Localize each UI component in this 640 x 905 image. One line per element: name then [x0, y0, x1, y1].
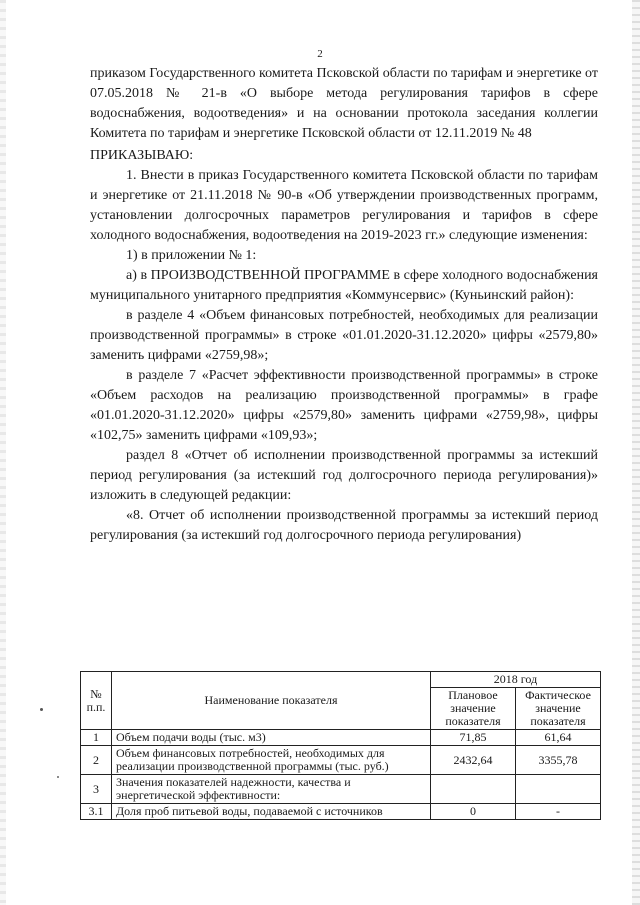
table-row — [81, 804, 601, 820]
paragraph-section-7: в разделе 7 «Расчет эффективности производственной программы» в строке «Объем расходов на реализацию производственной программы» в графе «01.01.2020-31.12.2020» цифры «2579,80» заменить цифрами «2759,98», цифры «102,75» заменить цифрами «109,93»; — [90, 368, 598, 443]
row-actual — [516, 775, 601, 804]
scan-edge-right — [632, 0, 640, 905]
paragraph-basis: приказом Государственного комитета Псковской области по тарифам и энергетике от 07.05.2018 № 21-в «О выборе метода регулирования тарифов в сфере водоснабжения, водоотведения» и на основании протокола заседания коллегии Комитета по тарифам и энергетике Псковской области от 12.11.2019 № 48 — [90, 66, 598, 141]
paragraph-subitem-1: 1) в приложении № 1: — [126, 248, 257, 263]
scan-speck — [40, 708, 43, 711]
table-header-row — [81, 672, 601, 688]
row-actual: - — [516, 804, 601, 820]
row-number: 1 — [81, 730, 112, 746]
row-actual: 3355,78 — [516, 746, 601, 775]
row-indicator: Объем подачи воды (тыс. м3) — [112, 730, 431, 746]
header-indicator-name: Наименование показателя — [112, 672, 431, 730]
paragraph-report-title: «8. Отчет об исполнении производственной программы за истекший период регулирования (за истекший год долгосрочного периода регулирования) — [90, 508, 598, 543]
page-number: 2 — [317, 48, 323, 60]
row-indicator: Доля проб питьевой воды, подаваемой с источников — [112, 804, 431, 820]
row-planned: 0 — [431, 804, 516, 820]
row-number: 3.1 — [81, 804, 112, 820]
paragraph-section-8: раздел 8 «Отчет об исполнении производственной программы за истекший период регулирования (за истекший год долгосрочного периода регулирования)» изложить в следующей редакции: — [90, 448, 598, 503]
scan-speck — [57, 776, 59, 778]
header-year: 2018 год — [431, 672, 601, 688]
table-row — [81, 775, 601, 804]
scan-edge-left — [0, 0, 6, 905]
table-row — [81, 730, 601, 746]
row-number: 3 — [81, 775, 112, 804]
row-indicator: Значения показателей надежности, качества и энергетической эффективности: — [112, 775, 431, 804]
table-row — [81, 746, 601, 775]
paragraph-subitem-a: а) в ПРОИЗВОДСТВЕННОЙ ПРОГРАММЕ в сфере холодного водоснабжения муниципального унитарного предприятия «Коммунсервис» (Куньинский район): — [90, 268, 598, 303]
row-number: 2 — [81, 746, 112, 775]
row-planned — [431, 775, 516, 804]
paragraph-item-1: 1. Внести в приказ Государственного комитета Псковской области по тарифам и энергетике от 21.11.2018 № 90-в «Об утверждении производственных программ, установлении долгосрочных параметров регулирования и тарифов в сфере холодного водоснабжения, водоотведения на 2019-2023 гг.» следующие изменения: — [90, 168, 598, 243]
report-table — [80, 671, 601, 820]
paragraph-section-4: в разделе 4 «Объем финансовых потребностей, необходимых для реализации производственной программы» в строке «01.01.2020-31.12.2020» цифры «2579,80» заменить цифрами «2759,98»; — [90, 308, 598, 363]
row-indicator: Объем финансовых потребностей, необходимых для реализации производственной программы (тыс. руб.) — [112, 746, 431, 775]
document-body — [90, 64, 598, 546]
row-actual: 61,64 — [516, 730, 601, 746]
row-planned: 2432,64 — [431, 746, 516, 775]
row-planned: 71,85 — [431, 730, 516, 746]
header-number: № п.п. — [81, 672, 112, 730]
header-actual: Фактическое значение показателя — [516, 688, 601, 730]
order-heading: ПРИКАЗЫВАЮ: — [90, 148, 194, 163]
header-planned: Плановое значение показателя — [431, 688, 516, 730]
